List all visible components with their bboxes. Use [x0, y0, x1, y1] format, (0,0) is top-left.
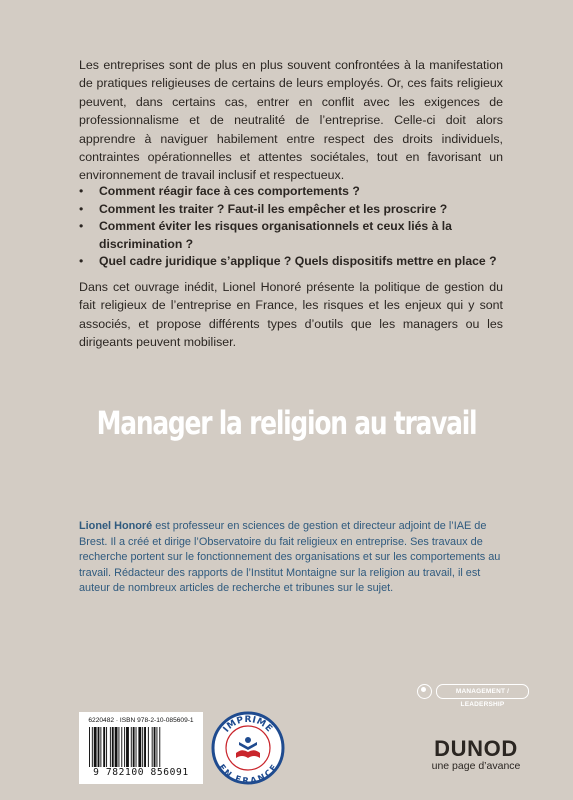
author-bio-text: est professeur en sciences de gestion et directeur adjoint de l’IAE de Brest. Il a créé et dirige l’Observatoire du fait religieux en entreprise. Ses travaux de recherche portent sur le fonctionnement des organisations et sur les comportements au travail. Rédacteur des rapports de l’Institut Montaigne sur la religion au travail, il est auteur de nombreux articles de recherche et tribunes sur le sujet.	[79, 520, 501, 595]
author-bio	[79, 519, 505, 597]
imprime-en-france-seal	[211, 711, 285, 785]
author-name: Lionel Honoré	[79, 520, 153, 532]
question-item: • Quel cadre juridique s’applique ? Quels dispositifs mettre en place ?	[79, 253, 509, 271]
book-title: Manager la religion au travail	[96, 404, 477, 442]
question-item: • Comment éviter les risques organisationnels et ceux liés à la discrimination ?	[79, 218, 509, 253]
collection-icon	[417, 684, 432, 699]
question-list	[79, 183, 509, 271]
intro-paragraph: Les entreprises sont de plus en plus souvent confrontées à la manifestation de pratiques religieuses de certains de leurs employés. Or, ces faits religieux peuvent, dans certains cas, entrer en conflit avec les exigences de professionnalisme et de neutralité de l’entreprise. Celle-ci doit alors apprendre à naviguer habilement entre respect des droits individuels, contraintes opérationnelles et attentes sociétales, tout en favorisant un environnement de travail inclusif et respectueux.	[79, 58, 503, 183]
body-paragraph: Dans cet ouvrage inédit, Lionel Honoré présente la politique de gestion du fait religieux de l’entreprise en France, les risques et les enjeux qui y sont associés, et propose différents types d’outils que les managers ou les dirigeants peuvent mobiliser.	[79, 280, 503, 350]
barcode-number: 9 782100 856091	[93, 767, 189, 778]
isbn-line: 6220482 · ISBN 978-2-10-085609-1	[88, 717, 194, 724]
publisher-tagline: une page d’avance	[431, 760, 521, 772]
collection-label: MANAGEMENT / LEADERSHIP	[436, 684, 529, 699]
barcode-block	[79, 712, 203, 784]
collection-badge	[417, 683, 529, 708]
question-item: • Comment réagir face à ces comportements ?	[79, 183, 509, 201]
publisher-block	[424, 738, 528, 773]
question-item: • Comment les traiter ? Faut-il les empêcher et les proscrire ?	[79, 201, 509, 219]
seal-bottom-text: EN FRANCE	[216, 762, 280, 785]
seal-top-text: IMPRIMÉ	[221, 714, 275, 735]
publisher-logo: DUNOD	[434, 736, 518, 761]
barcode-icon	[87, 727, 195, 767]
